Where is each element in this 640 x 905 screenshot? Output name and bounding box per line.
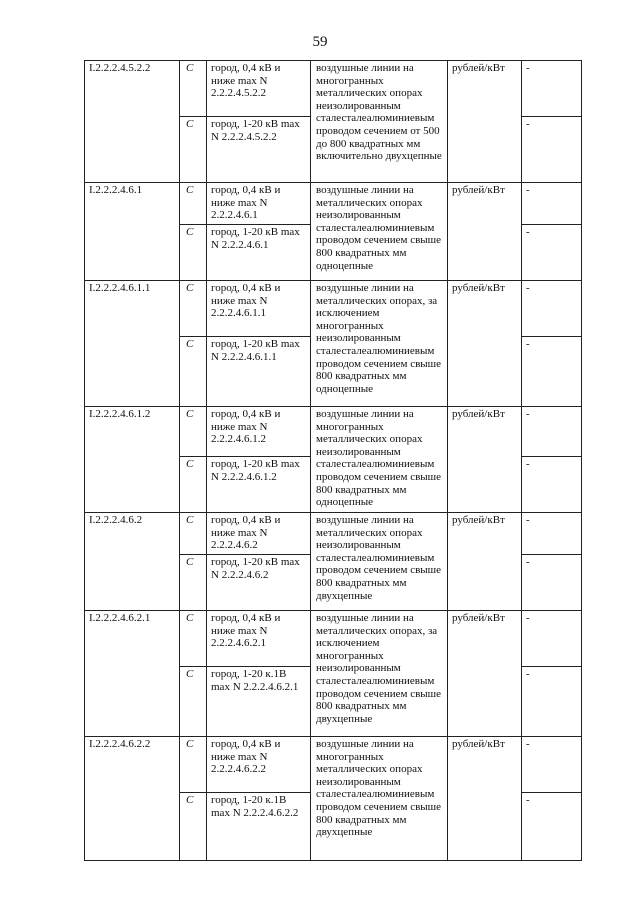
- value-cell: -: [522, 457, 582, 513]
- table-row: [85, 183, 582, 225]
- location-cell: город, 1-20 кВ max N 2.2.2.4.6.1.1: [207, 337, 311, 407]
- value-cell: -: [522, 117, 582, 183]
- table-row: [85, 407, 582, 457]
- location-cell: город, 1-20 кВ max N 2.2.2.4.6.2: [207, 555, 311, 611]
- location-cell: город, 0,4 кВ и ниже max N 2.2.2.4.5.2.2: [207, 61, 311, 117]
- category-cell: C: [180, 337, 207, 407]
- location-cell: город, 1-20 к.1В max N 2.2.2.4.6.2.2: [207, 793, 311, 861]
- category-cell: C: [180, 457, 207, 513]
- code-cell: I.2.2.2.4.6.1.2: [85, 407, 180, 513]
- value-cell: -: [522, 737, 582, 793]
- tariff-table-body: [85, 61, 582, 861]
- value-cell: -: [522, 281, 582, 337]
- value-cell: -: [522, 513, 582, 555]
- category-cell: C: [180, 793, 207, 861]
- tariff-table: [84, 60, 582, 861]
- category-cell: C: [180, 513, 207, 555]
- description-cell: воздушные линии на металлических опорах неизолированным сталесталеалюминиевым проводом сечением свыше 800 квадратных мм одноцепные: [311, 183, 448, 281]
- location-cell: город, 0,4 кВ и ниже max N 2.2.2.4.6.2: [207, 513, 311, 555]
- value-cell: -: [522, 667, 582, 737]
- location-cell: город, 0,4 кВ и ниже max N 2.2.2.4.6.2.1: [207, 611, 311, 667]
- description-cell: воздушные линии на металлических опорах, за исключением многогранных неизолированным сталесталеалюминиевым проводом сечением свыше 800 квадратных мм одноцепные: [311, 281, 448, 407]
- description-cell: воздушные линии на многогранных металлических опорах неизолированным сталесталеалюминиевым проводом сечением от 500 до 800 квадратных мм включительно двухцепные: [311, 61, 448, 183]
- table-row: [85, 513, 582, 555]
- code-cell: I.2.2.2.4.6.1.1: [85, 281, 180, 407]
- unit-cell: рублей/кВт: [448, 737, 522, 861]
- category-cell: C: [180, 667, 207, 737]
- unit-cell: рублей/кВт: [448, 407, 522, 513]
- description-cell: воздушные линии на металлических опорах неизолированным сталесталеалюминиевым проводом сечением свыше 800 квадратных мм двухцепные: [311, 513, 448, 611]
- location-cell: город, 1-20 кВ max N 2.2.2.4.6.1: [207, 225, 311, 281]
- category-cell: C: [180, 61, 207, 117]
- description-cell: воздушные линии на многогранных металлических опорах неизолированным сталесталеалюминиевым проводом сечением свыше 800 квадратных мм одноцепные: [311, 407, 448, 513]
- unit-cell: рублей/кВт: [448, 513, 522, 611]
- value-cell: -: [522, 337, 582, 407]
- location-cell: город, 1-20 кВ max N 2.2.2.4.6.1.2: [207, 457, 311, 513]
- location-cell: город, 1-20 к.1В max N 2.2.2.4.6.2.1: [207, 667, 311, 737]
- category-cell: C: [180, 225, 207, 281]
- code-cell: I.2.2.2.4.6.1: [85, 183, 180, 281]
- category-cell: C: [180, 281, 207, 337]
- value-cell: -: [522, 225, 582, 281]
- value-cell: -: [522, 183, 582, 225]
- value-cell: -: [522, 611, 582, 667]
- location-cell: город, 0,4 кВ и ниже max N 2.2.2.4.6.1.1: [207, 281, 311, 337]
- location-cell: город, 0,4 кВ и ниже max N 2.2.2.4.6.1.2: [207, 407, 311, 457]
- code-cell: I.2.2.2.4.6.2.1: [85, 611, 180, 737]
- table-row: [85, 61, 582, 117]
- table-row: [85, 611, 582, 667]
- location-cell: город, 0,4 кВ и ниже max N 2.2.2.4.6.2.2: [207, 737, 311, 793]
- description-cell: воздушные линии на металлических опорах, за исключением многогранных неизолированным сталесталеалюминиевым проводом сечением свыше 800 квадратных мм двухцепные: [311, 611, 448, 737]
- category-cell: C: [180, 407, 207, 457]
- code-cell: I.2.2.2.4.5.2.2: [85, 61, 180, 183]
- value-cell: -: [522, 407, 582, 457]
- category-cell: C: [180, 611, 207, 667]
- value-cell: -: [522, 61, 582, 117]
- table-row: [85, 737, 582, 793]
- description-cell: воздушные линии на многогранных металлических опорах неизолированным сталесталеалюминиевым проводом сечением свыше 800 квадратных мм двухцепные: [311, 737, 448, 861]
- unit-cell: рублей/кВт: [448, 281, 522, 407]
- value-cell: -: [522, 793, 582, 861]
- category-cell: C: [180, 117, 207, 183]
- category-cell: C: [180, 183, 207, 225]
- category-cell: C: [180, 737, 207, 793]
- unit-cell: рублей/кВт: [448, 61, 522, 183]
- table-row: [85, 281, 582, 337]
- page-number: 59: [312, 34, 328, 50]
- code-cell: I.2.2.2.4.6.2: [85, 513, 180, 611]
- unit-cell: рублей/кВт: [448, 183, 522, 281]
- category-cell: C: [180, 555, 207, 611]
- location-cell: город, 0,4 кВ и ниже max N 2.2.2.4.6.1: [207, 183, 311, 225]
- code-cell: I.2.2.2.4.6.2.2: [85, 737, 180, 861]
- value-cell: -: [522, 555, 582, 611]
- location-cell: город, 1-20 кВ max N 2.2.2.4.5.2.2: [207, 117, 311, 183]
- unit-cell: рублей/кВт: [448, 611, 522, 737]
